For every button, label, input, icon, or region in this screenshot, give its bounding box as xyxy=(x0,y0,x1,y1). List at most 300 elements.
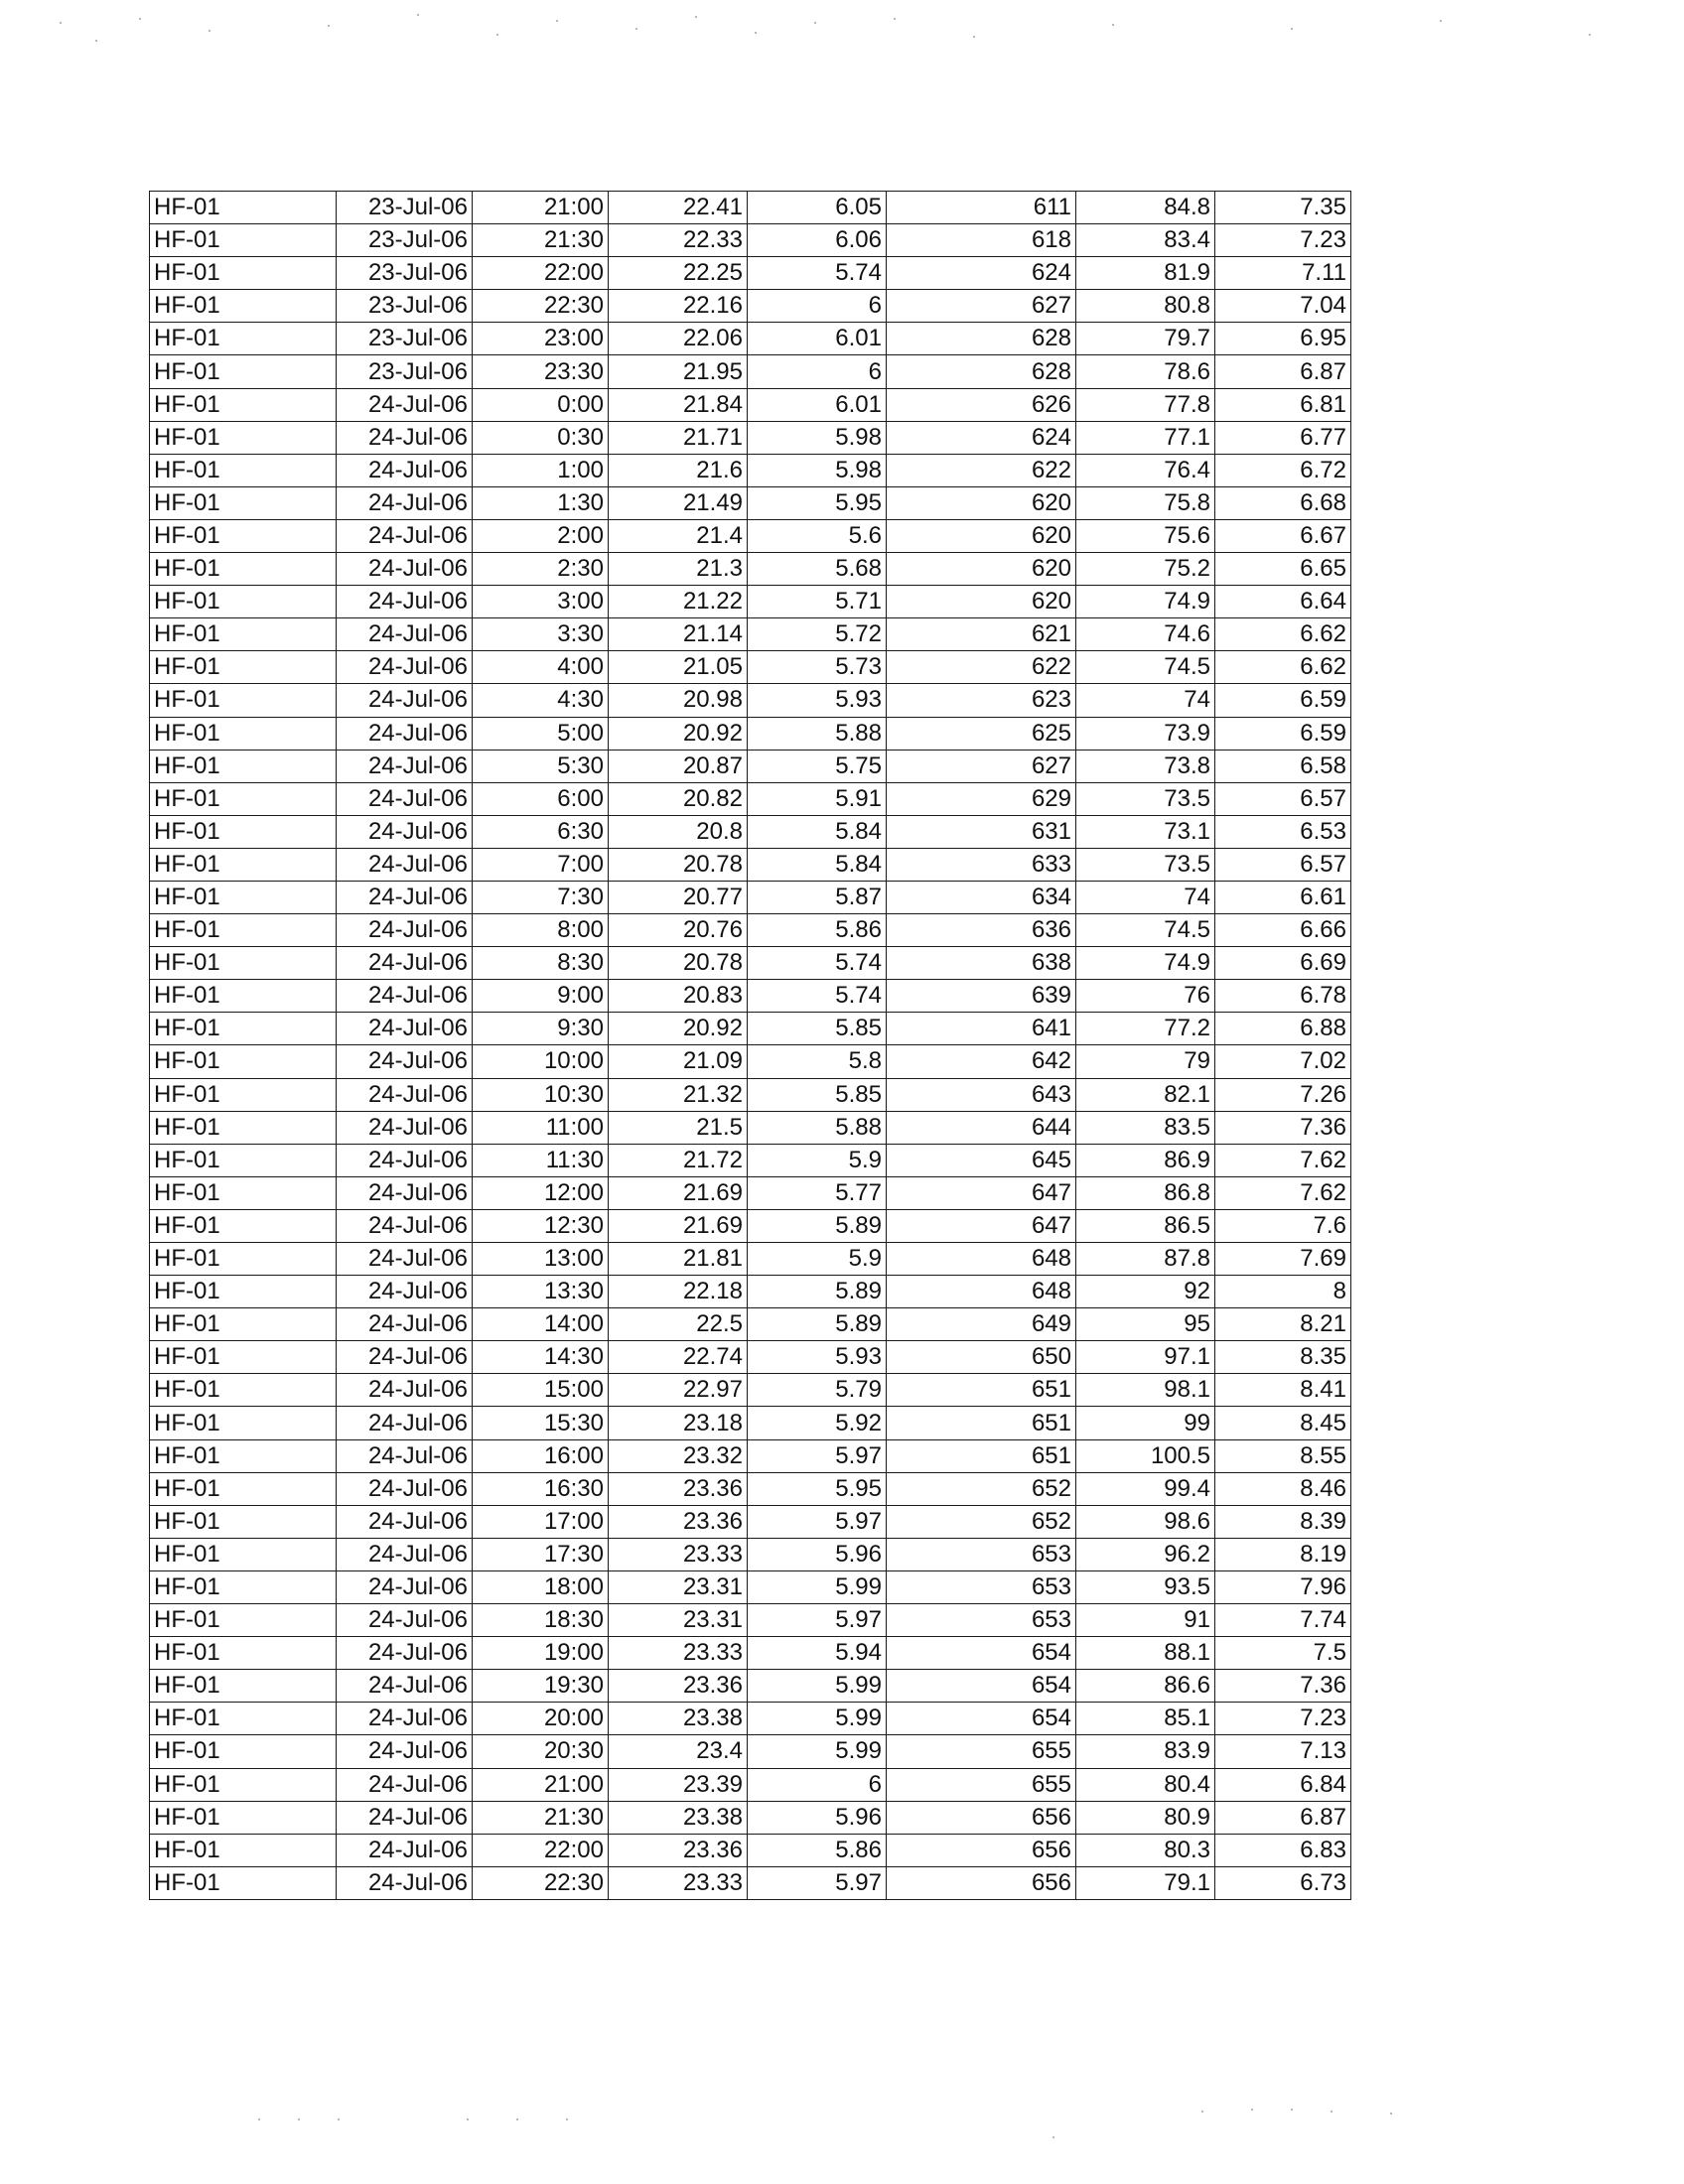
table-row xyxy=(150,454,1351,486)
value-cell-4: 88.1 xyxy=(1076,1637,1215,1670)
table-row xyxy=(150,815,1351,848)
value-cell-2: 5.96 xyxy=(748,1538,887,1570)
site-cell: HF-01 xyxy=(150,421,337,454)
value-cell-2: 6.05 xyxy=(748,192,887,224)
value-cell-5: 7.23 xyxy=(1215,1703,1351,1735)
value-cell-2: 5.77 xyxy=(748,1176,887,1209)
value-cell-2: 5.96 xyxy=(748,1801,887,1834)
value-cell-2: 5.85 xyxy=(748,1013,887,1045)
time-cell: 11:00 xyxy=(473,1111,609,1144)
value-cell-4: 97.1 xyxy=(1076,1341,1215,1374)
date-cell: 24-Jul-06 xyxy=(337,553,473,586)
value-cell-3: 627 xyxy=(887,290,1076,323)
value-cell-4: 74.9 xyxy=(1076,586,1215,618)
site-cell: HF-01 xyxy=(150,1801,337,1834)
value-cell-2: 5.95 xyxy=(748,486,887,519)
time-cell: 17:30 xyxy=(473,1538,609,1570)
date-cell: 24-Jul-06 xyxy=(337,881,473,913)
value-cell-4: 95 xyxy=(1076,1308,1215,1341)
time-cell: 9:00 xyxy=(473,980,609,1013)
time-cell: 9:30 xyxy=(473,1013,609,1045)
table-row xyxy=(150,651,1351,684)
value-cell-3: 651 xyxy=(887,1374,1076,1407)
value-cell-2: 5.87 xyxy=(748,881,887,913)
value-cell-5: 7.02 xyxy=(1215,1045,1351,1078)
table-row xyxy=(150,323,1351,355)
value-cell-4: 78.6 xyxy=(1076,355,1215,388)
value-cell-4: 73.9 xyxy=(1076,717,1215,750)
value-cell-4: 77.2 xyxy=(1076,1013,1215,1045)
value-cell-4: 76 xyxy=(1076,980,1215,1013)
value-cell-3: 644 xyxy=(887,1111,1076,1144)
value-cell-5: 6.59 xyxy=(1215,717,1351,750)
value-cell-2: 5.99 xyxy=(748,1670,887,1703)
table-row xyxy=(150,486,1351,519)
site-cell: HF-01 xyxy=(150,1472,337,1505)
site-cell: HF-01 xyxy=(150,486,337,519)
site-cell: HF-01 xyxy=(150,1209,337,1242)
value-cell-5: 6.57 xyxy=(1215,782,1351,815)
date-cell: 24-Jul-06 xyxy=(337,1505,473,1538)
table-row xyxy=(150,519,1351,552)
value-cell-1: 23.33 xyxy=(609,1866,748,1899)
date-cell: 24-Jul-06 xyxy=(337,1243,473,1276)
site-cell: HF-01 xyxy=(150,257,337,290)
value-cell-5: 8 xyxy=(1215,1276,1351,1308)
value-cell-4: 91 xyxy=(1076,1604,1215,1637)
value-cell-4: 75.6 xyxy=(1076,519,1215,552)
value-cell-5: 7.5 xyxy=(1215,1637,1351,1670)
site-cell: HF-01 xyxy=(150,881,337,913)
date-cell: 24-Jul-06 xyxy=(337,1144,473,1176)
value-cell-5: 6.95 xyxy=(1215,323,1351,355)
table-row xyxy=(150,192,1351,224)
date-cell: 24-Jul-06 xyxy=(337,1209,473,1242)
value-cell-1: 21.72 xyxy=(609,1144,748,1176)
value-cell-3: 653 xyxy=(887,1570,1076,1603)
date-cell: 24-Jul-06 xyxy=(337,1439,473,1472)
table-row xyxy=(150,980,1351,1013)
site-cell: HF-01 xyxy=(150,651,337,684)
table-row xyxy=(150,750,1351,782)
value-cell-3: 655 xyxy=(887,1768,1076,1801)
value-cell-1: 23.38 xyxy=(609,1801,748,1834)
date-cell: 24-Jul-06 xyxy=(337,1176,473,1209)
table-row xyxy=(150,355,1351,388)
date-cell: 24-Jul-06 xyxy=(337,1538,473,1570)
time-cell: 13:30 xyxy=(473,1276,609,1308)
time-cell: 7:30 xyxy=(473,881,609,913)
time-cell: 22:00 xyxy=(473,257,609,290)
value-cell-4: 74.5 xyxy=(1076,914,1215,947)
value-cell-1: 21.4 xyxy=(609,519,748,552)
value-cell-4: 86.9 xyxy=(1076,1144,1215,1176)
value-cell-4: 86.8 xyxy=(1076,1176,1215,1209)
value-cell-3: 648 xyxy=(887,1276,1076,1308)
value-cell-4: 73.5 xyxy=(1076,782,1215,815)
date-cell: 24-Jul-06 xyxy=(337,1341,473,1374)
data-table xyxy=(149,191,1351,1900)
value-cell-2: 5.92 xyxy=(748,1407,887,1439)
time-cell: 21:30 xyxy=(473,224,609,257)
value-cell-2: 5.93 xyxy=(748,1341,887,1374)
value-cell-5: 8.19 xyxy=(1215,1538,1351,1570)
value-cell-2: 5.97 xyxy=(748,1866,887,1899)
site-cell: HF-01 xyxy=(150,782,337,815)
value-cell-5: 6.57 xyxy=(1215,848,1351,881)
value-cell-4: 74.9 xyxy=(1076,947,1215,980)
time-cell: 23:00 xyxy=(473,323,609,355)
table-row xyxy=(150,1735,1351,1768)
value-cell-3: 651 xyxy=(887,1439,1076,1472)
value-cell-3: 642 xyxy=(887,1045,1076,1078)
date-cell: 24-Jul-06 xyxy=(337,1308,473,1341)
value-cell-4: 75.8 xyxy=(1076,486,1215,519)
value-cell-1: 21.95 xyxy=(609,355,748,388)
table-row xyxy=(150,717,1351,750)
value-cell-2: 5.6 xyxy=(748,519,887,552)
time-cell: 1:30 xyxy=(473,486,609,519)
value-cell-3: 656 xyxy=(887,1866,1076,1899)
site-cell: HF-01 xyxy=(150,454,337,486)
value-cell-2: 5.97 xyxy=(748,1604,887,1637)
value-cell-4: 81.9 xyxy=(1076,257,1215,290)
value-cell-1: 20.92 xyxy=(609,1013,748,1045)
value-cell-2: 6.06 xyxy=(748,224,887,257)
site-cell: HF-01 xyxy=(150,1111,337,1144)
site-cell: HF-01 xyxy=(150,848,337,881)
site-cell: HF-01 xyxy=(150,1604,337,1637)
value-cell-1: 22.06 xyxy=(609,323,748,355)
value-cell-3: 653 xyxy=(887,1538,1076,1570)
value-cell-3: 620 xyxy=(887,553,1076,586)
value-cell-1: 21.14 xyxy=(609,618,748,651)
value-cell-1: 23.31 xyxy=(609,1570,748,1603)
value-cell-4: 79 xyxy=(1076,1045,1215,1078)
value-cell-1: 20.83 xyxy=(609,980,748,1013)
value-cell-1: 21.05 xyxy=(609,651,748,684)
time-cell: 10:30 xyxy=(473,1078,609,1111)
value-cell-3: 622 xyxy=(887,454,1076,486)
time-cell: 15:00 xyxy=(473,1374,609,1407)
table-row xyxy=(150,388,1351,421)
value-cell-4: 86.6 xyxy=(1076,1670,1215,1703)
table-row xyxy=(150,914,1351,947)
value-cell-4: 74.6 xyxy=(1076,618,1215,651)
site-cell: HF-01 xyxy=(150,1013,337,1045)
site-cell: HF-01 xyxy=(150,1308,337,1341)
date-cell: 23-Jul-06 xyxy=(337,323,473,355)
date-cell: 24-Jul-06 xyxy=(337,815,473,848)
value-cell-3: 631 xyxy=(887,815,1076,848)
value-cell-3: 654 xyxy=(887,1637,1076,1670)
time-cell: 8:00 xyxy=(473,914,609,947)
value-cell-3: 638 xyxy=(887,947,1076,980)
site-cell: HF-01 xyxy=(150,1768,337,1801)
date-cell: 24-Jul-06 xyxy=(337,651,473,684)
value-cell-3: 625 xyxy=(887,717,1076,750)
value-cell-5: 7.35 xyxy=(1215,192,1351,224)
site-cell: HF-01 xyxy=(150,1637,337,1670)
value-cell-3: 641 xyxy=(887,1013,1076,1045)
date-cell: 23-Jul-06 xyxy=(337,224,473,257)
date-cell: 24-Jul-06 xyxy=(337,1834,473,1866)
site-cell: HF-01 xyxy=(150,323,337,355)
value-cell-5: 7.62 xyxy=(1215,1144,1351,1176)
table-row xyxy=(150,618,1351,651)
value-cell-3: 652 xyxy=(887,1505,1076,1538)
site-cell: HF-01 xyxy=(150,1703,337,1735)
value-cell-1: 23.32 xyxy=(609,1439,748,1472)
value-cell-3: 628 xyxy=(887,323,1076,355)
value-cell-4: 86.5 xyxy=(1076,1209,1215,1242)
value-cell-5: 6.78 xyxy=(1215,980,1351,1013)
table-row xyxy=(150,1866,1351,1899)
time-cell: 21:00 xyxy=(473,192,609,224)
value-cell-2: 5.99 xyxy=(748,1570,887,1603)
time-cell: 5:30 xyxy=(473,750,609,782)
date-cell: 24-Jul-06 xyxy=(337,1703,473,1735)
date-cell: 24-Jul-06 xyxy=(337,750,473,782)
value-cell-5: 6.69 xyxy=(1215,947,1351,980)
value-cell-5: 6.53 xyxy=(1215,815,1351,848)
site-cell: HF-01 xyxy=(150,553,337,586)
value-cell-1: 21.69 xyxy=(609,1176,748,1209)
value-cell-3: 634 xyxy=(887,881,1076,913)
value-cell-5: 6.58 xyxy=(1215,750,1351,782)
value-cell-4: 74 xyxy=(1076,881,1215,913)
date-cell: 24-Jul-06 xyxy=(337,618,473,651)
time-cell: 15:30 xyxy=(473,1407,609,1439)
value-cell-5: 7.23 xyxy=(1215,224,1351,257)
site-cell: HF-01 xyxy=(150,290,337,323)
value-cell-2: 5.84 xyxy=(748,815,887,848)
value-cell-3: 628 xyxy=(887,355,1076,388)
value-cell-3: 627 xyxy=(887,750,1076,782)
value-cell-4: 83.9 xyxy=(1076,1735,1215,1768)
value-cell-2: 5.88 xyxy=(748,717,887,750)
site-cell: HF-01 xyxy=(150,1144,337,1176)
table-row xyxy=(150,1439,1351,1472)
value-cell-3: 636 xyxy=(887,914,1076,947)
value-cell-5: 7.62 xyxy=(1215,1176,1351,1209)
table-row xyxy=(150,553,1351,586)
value-cell-2: 5.8 xyxy=(748,1045,887,1078)
value-cell-1: 21.09 xyxy=(609,1045,748,1078)
site-cell: HF-01 xyxy=(150,1735,337,1768)
time-cell: 14:30 xyxy=(473,1341,609,1374)
table-row xyxy=(150,782,1351,815)
site-cell: HF-01 xyxy=(150,1570,337,1603)
time-cell: 4:30 xyxy=(473,684,609,717)
value-cell-4: 76.4 xyxy=(1076,454,1215,486)
value-cell-5: 8.46 xyxy=(1215,1472,1351,1505)
table-row xyxy=(150,586,1351,618)
site-cell: HF-01 xyxy=(150,1407,337,1439)
date-cell: 23-Jul-06 xyxy=(337,192,473,224)
time-cell: 12:30 xyxy=(473,1209,609,1242)
value-cell-1: 20.92 xyxy=(609,717,748,750)
value-cell-4: 74 xyxy=(1076,684,1215,717)
date-cell: 24-Jul-06 xyxy=(337,1866,473,1899)
value-cell-5: 7.13 xyxy=(1215,1735,1351,1768)
value-cell-5: 7.69 xyxy=(1215,1243,1351,1276)
date-cell: 24-Jul-06 xyxy=(337,717,473,750)
table-row xyxy=(150,1209,1351,1242)
value-cell-4: 96.2 xyxy=(1076,1538,1215,1570)
value-cell-3: 620 xyxy=(887,586,1076,618)
value-cell-3: 652 xyxy=(887,1472,1076,1505)
table-row xyxy=(150,1801,1351,1834)
time-cell: 18:00 xyxy=(473,1570,609,1603)
date-cell: 24-Jul-06 xyxy=(337,1735,473,1768)
value-cell-1: 20.78 xyxy=(609,848,748,881)
value-cell-3: 653 xyxy=(887,1604,1076,1637)
value-cell-3: 633 xyxy=(887,848,1076,881)
value-cell-4: 74.5 xyxy=(1076,651,1215,684)
value-cell-4: 80.3 xyxy=(1076,1834,1215,1866)
value-cell-2: 5.72 xyxy=(748,618,887,651)
site-cell: HF-01 xyxy=(150,1243,337,1276)
value-cell-1: 23.36 xyxy=(609,1505,748,1538)
time-cell: 16:30 xyxy=(473,1472,609,1505)
value-cell-4: 82.1 xyxy=(1076,1078,1215,1111)
value-cell-5: 6.81 xyxy=(1215,388,1351,421)
value-cell-4: 80.9 xyxy=(1076,1801,1215,1834)
value-cell-5: 6.62 xyxy=(1215,651,1351,684)
table-row xyxy=(150,1604,1351,1637)
value-cell-3: 651 xyxy=(887,1407,1076,1439)
value-cell-2: 5.9 xyxy=(748,1144,887,1176)
value-cell-2: 5.95 xyxy=(748,1472,887,1505)
value-cell-4: 93.5 xyxy=(1076,1570,1215,1603)
site-cell: HF-01 xyxy=(150,1670,337,1703)
site-cell: HF-01 xyxy=(150,717,337,750)
table-row xyxy=(150,1570,1351,1603)
time-cell: 23:30 xyxy=(473,355,609,388)
site-cell: HF-01 xyxy=(150,355,337,388)
site-cell: HF-01 xyxy=(150,947,337,980)
value-cell-1: 21.22 xyxy=(609,586,748,618)
date-cell: 23-Jul-06 xyxy=(337,290,473,323)
date-cell: 24-Jul-06 xyxy=(337,1472,473,1505)
date-cell: 24-Jul-06 xyxy=(337,1637,473,1670)
value-cell-1: 21.69 xyxy=(609,1209,748,1242)
value-cell-3: 621 xyxy=(887,618,1076,651)
site-cell: HF-01 xyxy=(150,586,337,618)
value-cell-4: 73.1 xyxy=(1076,815,1215,848)
date-cell: 24-Jul-06 xyxy=(337,848,473,881)
date-cell: 24-Jul-06 xyxy=(337,782,473,815)
value-cell-2: 5.9 xyxy=(748,1243,887,1276)
time-cell: 22:30 xyxy=(473,1866,609,1899)
table-row xyxy=(150,684,1351,717)
value-cell-1: 23.36 xyxy=(609,1670,748,1703)
site-cell: HF-01 xyxy=(150,980,337,1013)
time-cell: 10:00 xyxy=(473,1045,609,1078)
value-cell-2: 5.84 xyxy=(748,848,887,881)
date-cell: 24-Jul-06 xyxy=(337,1768,473,1801)
value-cell-4: 99 xyxy=(1076,1407,1215,1439)
time-cell: 6:00 xyxy=(473,782,609,815)
value-cell-4: 79.7 xyxy=(1076,323,1215,355)
date-cell: 24-Jul-06 xyxy=(337,947,473,980)
value-cell-1: 21.71 xyxy=(609,421,748,454)
date-cell: 24-Jul-06 xyxy=(337,519,473,552)
value-cell-5: 6.67 xyxy=(1215,519,1351,552)
value-cell-2: 5.98 xyxy=(748,454,887,486)
value-cell-2: 5.93 xyxy=(748,684,887,717)
value-cell-2: 6 xyxy=(748,355,887,388)
value-cell-5: 7.36 xyxy=(1215,1111,1351,1144)
value-cell-2: 5.89 xyxy=(748,1276,887,1308)
time-cell: 0:30 xyxy=(473,421,609,454)
value-cell-2: 5.91 xyxy=(748,782,887,815)
table-row xyxy=(150,947,1351,980)
value-cell-1: 21.84 xyxy=(609,388,748,421)
value-cell-1: 22.33 xyxy=(609,224,748,257)
value-cell-1: 23.36 xyxy=(609,1472,748,1505)
table-row xyxy=(150,1768,1351,1801)
site-cell: HF-01 xyxy=(150,224,337,257)
date-cell: 24-Jul-06 xyxy=(337,1111,473,1144)
value-cell-1: 20.82 xyxy=(609,782,748,815)
value-cell-5: 6.73 xyxy=(1215,1866,1351,1899)
time-cell: 2:00 xyxy=(473,519,609,552)
value-cell-3: 654 xyxy=(887,1670,1076,1703)
value-cell-2: 6 xyxy=(748,290,887,323)
value-cell-5: 6.84 xyxy=(1215,1768,1351,1801)
value-cell-1: 22.41 xyxy=(609,192,748,224)
table-row xyxy=(150,1341,1351,1374)
time-cell: 16:00 xyxy=(473,1439,609,1472)
value-cell-3: 623 xyxy=(887,684,1076,717)
value-cell-4: 77.8 xyxy=(1076,388,1215,421)
date-cell: 24-Jul-06 xyxy=(337,1276,473,1308)
value-cell-2: 5.85 xyxy=(748,1078,887,1111)
value-cell-1: 23.18 xyxy=(609,1407,748,1439)
time-cell: 12:00 xyxy=(473,1176,609,1209)
value-cell-3: 655 xyxy=(887,1735,1076,1768)
table-row xyxy=(150,290,1351,323)
time-cell: 13:00 xyxy=(473,1243,609,1276)
value-cell-1: 20.87 xyxy=(609,750,748,782)
table-row xyxy=(150,1538,1351,1570)
date-cell: 24-Jul-06 xyxy=(337,1801,473,1834)
site-cell: HF-01 xyxy=(150,750,337,782)
table-row xyxy=(150,1308,1351,1341)
site-cell: HF-01 xyxy=(150,1374,337,1407)
value-cell-2: 5.74 xyxy=(748,947,887,980)
value-cell-1: 20.77 xyxy=(609,881,748,913)
value-cell-4: 85.1 xyxy=(1076,1703,1215,1735)
value-cell-3: 656 xyxy=(887,1801,1076,1834)
value-cell-1: 22.16 xyxy=(609,290,748,323)
table-row xyxy=(150,1407,1351,1439)
value-cell-1: 23.4 xyxy=(609,1735,748,1768)
table-row xyxy=(150,1670,1351,1703)
value-cell-3: 654 xyxy=(887,1703,1076,1735)
date-cell: 24-Jul-06 xyxy=(337,1570,473,1603)
time-cell: 0:00 xyxy=(473,388,609,421)
site-cell: HF-01 xyxy=(150,1439,337,1472)
value-cell-3: 611 xyxy=(887,192,1076,224)
table-row xyxy=(150,1045,1351,1078)
date-cell: 24-Jul-06 xyxy=(337,421,473,454)
table-row xyxy=(150,1144,1351,1176)
value-cell-1: 21.32 xyxy=(609,1078,748,1111)
value-cell-3: 647 xyxy=(887,1209,1076,1242)
